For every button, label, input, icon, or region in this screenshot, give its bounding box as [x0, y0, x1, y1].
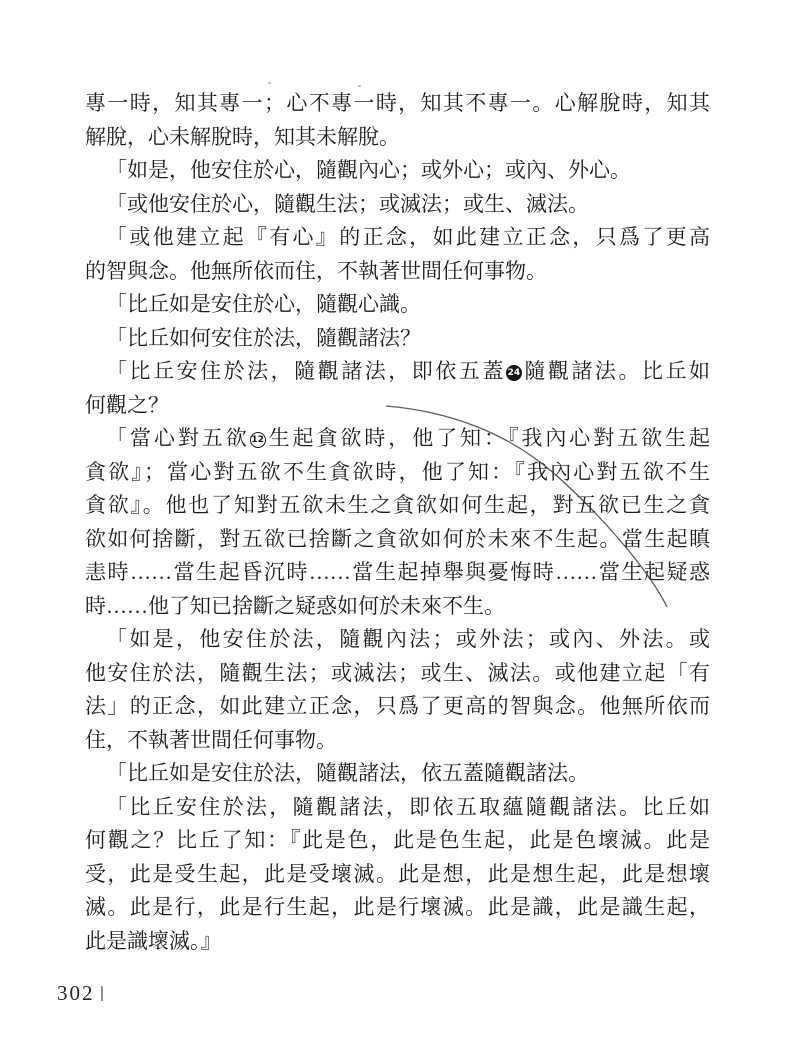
text-line: 何觀之？	[85, 392, 169, 417]
scan-speck	[268, 82, 271, 84]
page-footer	[57, 981, 103, 1006]
text-line: 「或他安住於心，隨觀生法；或滅法；或生、滅法。	[106, 191, 589, 216]
text-line: 恚時……當生起昏沉時……當生起掉舉與憂悔時……當生起疑惑	[85, 560, 710, 584]
text-line: 「如是，他安住於法，隨觀內法；或外法；或內、外法。或	[106, 627, 710, 651]
text-line: 貪欲』；當心對五欲不生貪欲時，他了知：『我內心對五欲不生	[85, 459, 710, 484]
text-line: 時……他了知已捨斷之疑惑如何於未來不生。	[85, 593, 505, 618]
text-line: 他安住於法，隨觀生法；或滅法；或生、滅法。或他建立起「有	[85, 660, 710, 685]
text-line: 何觀之？比丘了知：『此是色，此是色生起，此是色壞滅。此是	[85, 828, 710, 852]
text-line: 「比丘如是安住於法，隨觀諸法，依五蓋隨觀諸法。	[106, 761, 589, 785]
text-line: 「比丘如何安住於法，隨觀諸法？	[106, 325, 421, 350]
text-line: 滅。此是行，此是行生起，此是行壞滅。此是識，此是識生起，	[85, 895, 710, 919]
page-number-separator	[101, 986, 103, 1001]
text-line: 「比丘如是安住於心，隨觀心識。	[106, 292, 421, 316]
text-line: 貪欲』。他也了知對五欲未生之貪欲如何生起，對五欲已生之貪	[85, 493, 710, 517]
text-line: 受，此是受生起，此是受壞滅。此是想，此是想生起，此是想壞	[85, 861, 710, 886]
text-line: 法」的正念，如此建立正念，只爲了更高的智與念。他無所依而	[85, 694, 710, 718]
text-line: 欲如何捨斷，對五欲已捨斷之貪欲如何於未來不生起。當生起瞋	[85, 526, 710, 551]
footnote-marker-24-icon: 24	[506, 365, 522, 381]
text-line: 「比丘安住於法，隨觀諸法，即依五蓋 24隨觀諸法。比丘如	[106, 359, 711, 383]
scan-speck	[358, 85, 361, 87]
text-line: 解脫，心未解脫時，知其未解脫。	[85, 124, 400, 149]
text-line: 「當心對五欲 12生起貪欲時，他了知：『我內心對五欲生起	[106, 426, 710, 450]
text-line: 「比丘安住於法，隨觀諸法，即依五取蘊隨觀諸法。比丘如	[106, 794, 710, 819]
text-line: 專一時，知其專一；心不專一時，知其不專一。心解脫時，知其	[85, 91, 710, 115]
text-line: 此是識壞滅。』	[85, 928, 222, 953]
text-line: 「或他建立起『有心』的正念，如此建立正念，只爲了更高	[106, 225, 710, 249]
text-block	[85, 87, 710, 958]
footnote-marker-12-icon: 12	[250, 432, 266, 448]
text-line: 的智與念。他無所依而住，不執著世間任何事物。	[85, 258, 547, 283]
text-line: 「如是，他安住於心，隨觀內心；或外心；或內、外心。	[106, 158, 631, 182]
page-number: 302	[57, 981, 95, 1005]
text-line: 住，不執著世間任何事物。	[85, 727, 337, 752]
